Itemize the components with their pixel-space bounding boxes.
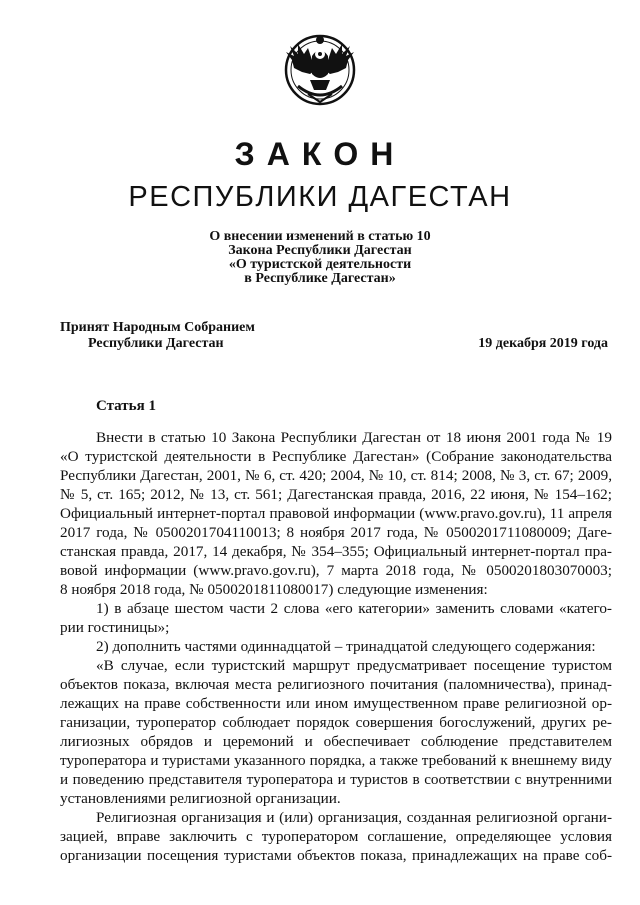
- adoption-line-2: Республики Дагестан: [88, 336, 224, 351]
- text-line: «В случае, если туристский маршрут предусматривает посещение туристом: [96, 657, 612, 674]
- text-line: вовой информации (www.pravo.gov.ru), 7 марта 2018 года, № 0500201803070003;: [60, 562, 612, 579]
- law-title: ЗАКОН: [234, 136, 406, 172]
- law-subject: [0, 230, 640, 286]
- adoption-statement: [60, 320, 255, 352]
- subject-line: О внесении изменений в статью 10: [209, 229, 431, 244]
- text-line: лигиозных обрядов и церемоний и обеспечивает соблюдение представителем: [60, 733, 612, 750]
- text-line: Официальный интернет-портал правовой информации (www.pravo.gov.ru), 11 апреля: [60, 505, 612, 522]
- text-line: Внести в статью 10 Закона Республики Дагестан от 18 июня 2001 года № 19: [96, 429, 612, 446]
- article-body: [60, 428, 612, 865]
- text-line: 1) в абзаце шестом части 2 слова «его категории» заменить словами «катего-: [96, 600, 612, 617]
- subject-line: Закона Республики Дагестан: [228, 243, 412, 258]
- text-line: и поведению представителя туроператора и туристов в соответствии с внутренними: [60, 771, 612, 788]
- text-line: станская правда, 2017, 14 декабря, № 354–355; Официальный интернет-портал пра-: [60, 543, 612, 560]
- text-line: 2017 года, № 0500201704110013; 8 ноября 2017 года, № 0500201711080009; Даге-: [60, 524, 612, 541]
- text-line: лежащих на праве собственности или ином имущественном праве религиозной ор-: [60, 695, 612, 712]
- text-line: 2) дополнить частями одиннадцатой – тринадцатой следующего содержания:: [96, 638, 596, 655]
- text-line: рии гостиницы»;: [60, 619, 170, 636]
- text-line: № 5, ст. 165; 2012, № 13, ст. 561; Дагестанская правда, 2016, 22 июня, № 154–162;: [60, 486, 612, 503]
- text-line: организации посещения туристами объектов показа, принадлежащих на праве соб-: [60, 847, 612, 864]
- text-line: зацией, вправе заключить с туроператором соглашение, определяющее условия: [60, 828, 612, 845]
- text-line: установлениями религиозной организации.: [60, 790, 341, 807]
- subject-line: «О туристской деятельности: [228, 257, 412, 272]
- coat-of-arms-emblem: [284, 30, 356, 112]
- adoption-line-1: Принят Народным Собранием: [60, 320, 255, 335]
- text-line: 8 ноября 2018 года, № 0500201811080017) следующие изменения:: [60, 581, 488, 598]
- article-heading: Статья 1: [96, 398, 156, 414]
- text-line: ганизации, туроператор соблюдает порядок совершения богослужений, других ре-: [60, 714, 612, 731]
- text-line: «О туристской деятельности в Республике Дагестан» (Собрание законодательства: [60, 448, 612, 465]
- text-line: объектов показа, включая места религиозного почитания (паломничества), принад-: [60, 676, 612, 693]
- text-line: Республики Дагестан, 2001, № 6, ст. 420; 2004, № 10, ст. 814; 2008, № 3, ст. 67; 2009,: [60, 467, 612, 484]
- adoption-date: 19 декабря 2019 года: [478, 336, 608, 351]
- law-subtitle: РЕСПУБЛИКИ ДАГЕСТАН: [128, 181, 512, 213]
- text-line: туроператора и туристами указанного порядка, а также требований к внешнему виду: [60, 752, 612, 769]
- subject-line: в Республике Дагестан»: [244, 271, 396, 286]
- text-line: Религиозная организация и (или) организация, созданная религиозной органи-: [96, 809, 612, 826]
